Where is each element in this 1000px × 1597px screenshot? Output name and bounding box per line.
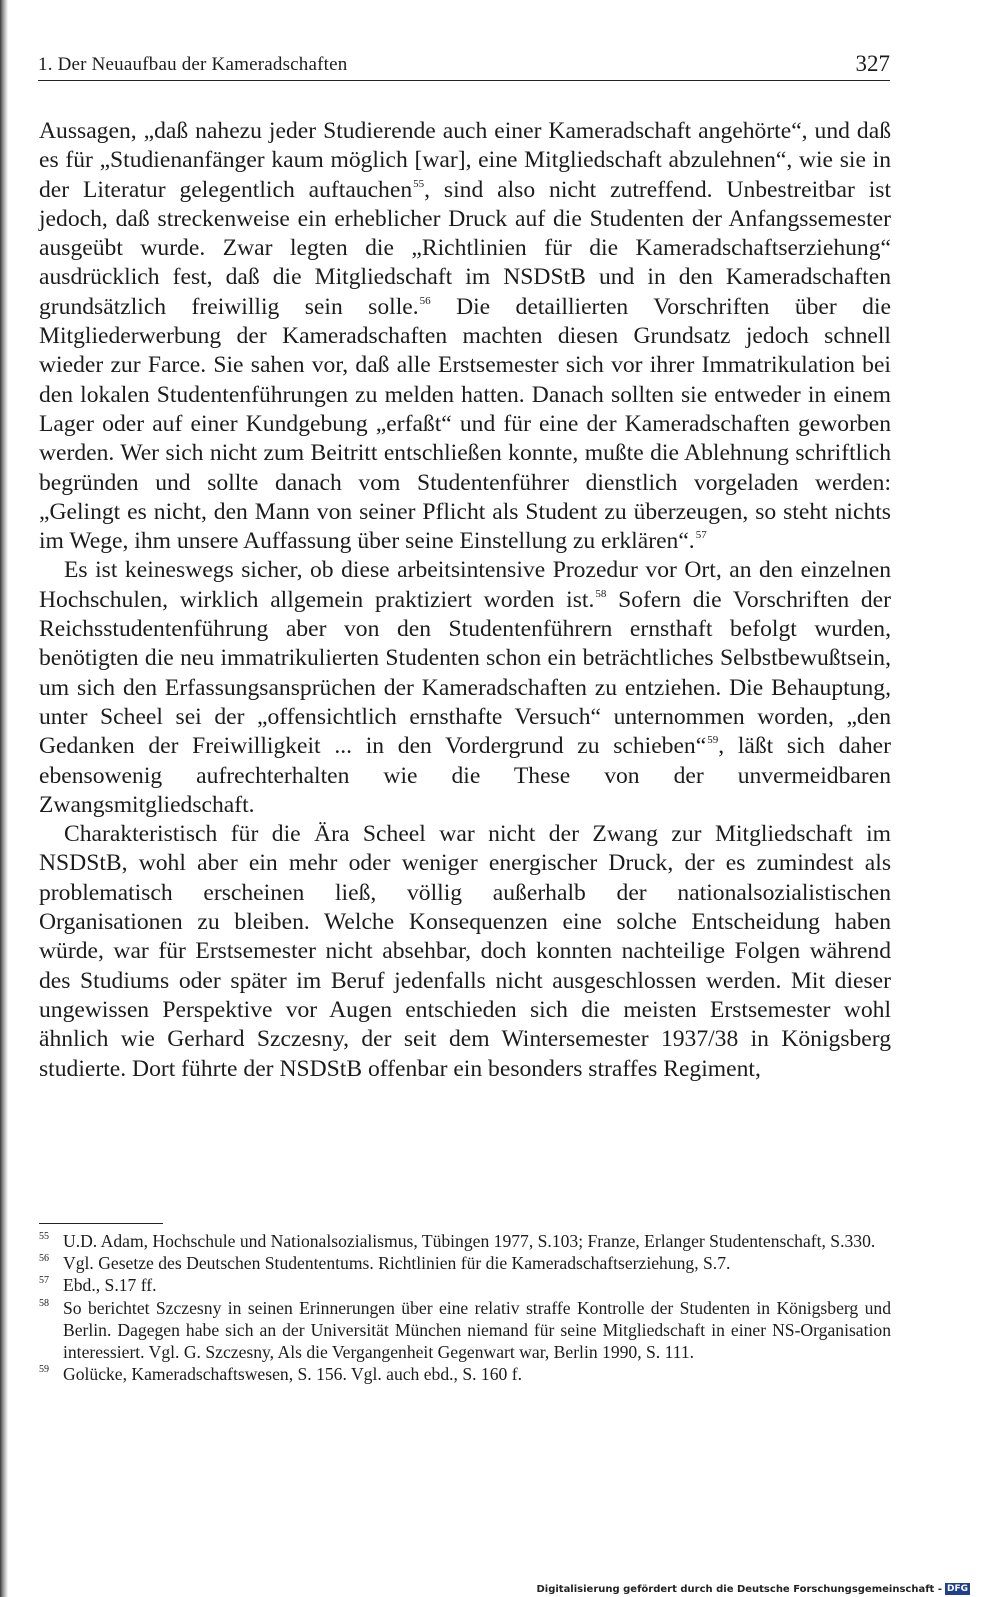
digitization-note	[536, 1583, 970, 1595]
footnote-ref: 56	[419, 294, 431, 307]
footnote-ref: 57	[695, 529, 707, 542]
running-head	[38, 46, 890, 81]
text-segment: Die detaillierten Vorschriften über die Mitgliederwerbung der Kameradschaften machten diesen Grundsatz jedoch schnell wieder zur Farce. Sie sahen vor, daß alle Erstsemester sich vor ihrer Immatrikulation bei den lokalen Studentenführungen zu melden hatten. Danach sollten sie entweder in einem Lager oder auf einer Kundgebung „erfaßt“ und für eine der Kameradschaften geworben werden. Wer sich nicht zum Beitritt entschließen konnte, mußte die Ablehnung schriftlich begründen und sollte danach vom Studentenführer dienstlich vorgeladen werden: „Gelingt es nicht, den Mann von seiner Pflicht als Student zu überzeugen, so steht nichts im Wege, ihm unsere Auffassung über seine Einstellung zu erklären“.	[39, 293, 891, 555]
footnote-number: 58	[39, 1297, 49, 1309]
paragraph	[39, 820, 891, 1084]
paragraph	[39, 556, 891, 820]
footnote-text: So berichtet Szczesny in seinen Erinnerungen über eine relativ straffe Kontrolle der Studenten in Königsberg und Berlin. Dagegen habe sich an der Universität München niemand für seine Mitgliedschaft in einer NS-Organisation interessiert. Vgl. G. Szczesny, Als die Vergangenheit Gegenwart war, Berlin 1990, S. 111.	[63, 1297, 891, 1363]
footnote-text: Golücke, Kameradschaftswesen, S. 156. Vgl. auch ebd., S. 160 f.	[63, 1364, 522, 1385]
footnote-separator	[39, 1223, 163, 1224]
page-number: 327	[855, 51, 890, 76]
text-segment: Sofern die Vorschriften der Reichsstudentenführung aber von den Studentenführern ernsthaft befolgt wurden, benötigten die neu immatrikulierten Studenten schon ein beträchtliches Selbstbewußtsein, um sich den Erfassungsansprüchen der Kameradschaften zu entziehen. Die Behauptung, unter Scheel sei der „offensichtlich ernsthafte Versuch“ unternommen worden, „den Gedanken der Freiwilligkeit ... in den Vordergrund zu schieben“	[39, 586, 891, 760]
footnote-number: 59	[39, 1364, 49, 1376]
footnote-text: Ebd., S.17 ff.	[63, 1275, 157, 1296]
text-segment: Es ist keineswegs sicher, ob diese arbeitsintensive Prozedur vor Ort, an den einzelnen Hochschulen, wirklich allgemein praktiziert worden ist.	[39, 557, 891, 613]
footnote-ref: 55	[413, 177, 425, 190]
text-segment: , läßt sich daher ebensowenig aufrechterhalten wie die These von der unvermeidbaren Zwangsmitgliedschaft.	[39, 733, 892, 818]
footnote	[39, 1274, 891, 1296]
paragraph	[39, 117, 891, 556]
footnote-number: 55	[39, 1231, 49, 1242]
dfg-logo: DFG	[946, 1584, 968, 1594]
footnote	[39, 1363, 891, 1385]
footnote	[39, 1230, 891, 1252]
footnote-ref: 58	[595, 587, 607, 600]
text-segment: Aussagen, „daß nahezu jeder Studierende auch einer Kameradschaft angehörte“, und daß es für „Studienanfänger kaum möglich [war], eine Mitgliedschaft abzulehnen“, wie sie in der Literatur gelegentlich auftauchen	[39, 118, 891, 203]
footnote	[39, 1297, 891, 1364]
main-text	[39, 117, 891, 1084]
footnote-number: 56	[39, 1253, 49, 1265]
footnote-text: U.D. Adam, Hochschule und Nationalsozialismus, Tübingen 1977, S.103; Franze, Erlanger Studentenschaft, S.330.	[63, 1231, 876, 1251]
page-scan-edge	[0, 0, 8, 1597]
text-segment: , sind also nicht zutreffend. Unbestreitbar ist jedoch, daß streckenweise ein erheblicher Druck auf die Studenten der Anfangssemester ausgeübt wurde. Zwar legten die „Richtlinien für die Kameradschaftserziehung“ ausdrücklich fest, daß die Mitgliedschaft im NSDStB und in den Kameradschaften grundsätzlich freiwillig sein solle.	[39, 176, 891, 320]
digitization-text: Digitalisierung gefördert durch die Deutsche Forschungsgemeinschaft -	[536, 1584, 942, 1595]
footnote-ref: 59	[707, 734, 719, 747]
text-segment: Charakteristisch für die Ära Scheel war nicht der Zwang zur Mitgliedschaft im NSDStB, wohl aber ein mehr oder weniger energischer Druck, der es zumindest als problematisch erscheinen ließ, völlig außerhalb der nationalsozialistischen Organisationen zu bleiben. Welche Konsequenzen eine solche Entscheidung haben würde, war für Erstsemester nicht absehbar, doch konnten nachteilige Folgen während des Studiums oder später im Beruf jedenfalls nicht ausgeschlossen werden. Mit dieser ungewissen Perspektive vor Augen entschieden sich die meisten Erstsemester wohl ähnlich wie Gerhard Szczesny, der seit dem Wintersemester 1937/38 in Königsberg studierte. Dort führte der NSDStB offenbar ein besonders straffes Regiment,	[39, 821, 891, 1082]
footnote	[39, 1252, 891, 1274]
footnote-number: 57	[39, 1275, 49, 1287]
footnotes	[39, 1230, 891, 1385]
footnote-text: Vgl. Gesetze des Deutschen Studententums. Richtlinien für die Kameradschaftserziehung, S.7.	[63, 1253, 731, 1274]
chapter-title: 1. Der Neuaufbau der Kameradschaften	[38, 54, 348, 75]
